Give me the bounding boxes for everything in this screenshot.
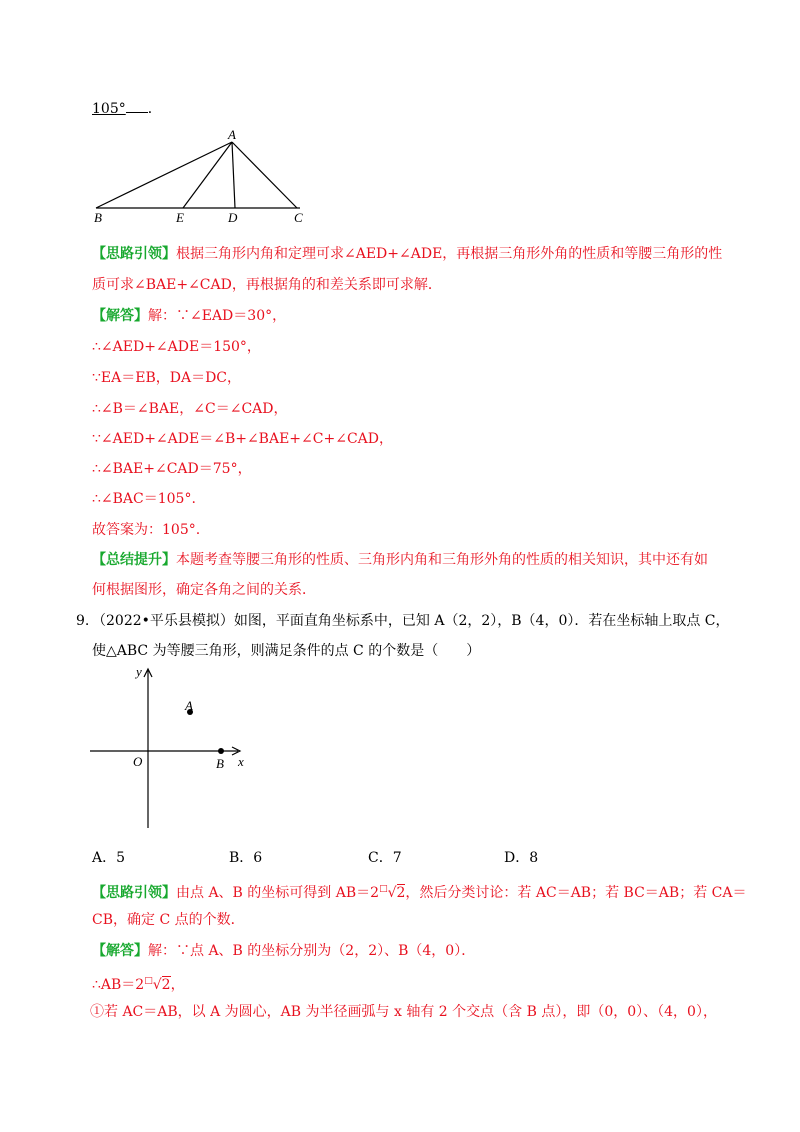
answer-tag: 【解答】 (92, 308, 148, 324)
question-9-line-2: 使△ABC 为等腰三角形，则满足条件的点 C 的个数是（ ） (92, 643, 481, 659)
label-b: B (94, 210, 102, 224)
step-4: ∵∠AED+∠ADE＝∠B+∠BAE+∠C+∠CAD， (92, 431, 393, 447)
q9-answer-line-1 (92, 941, 475, 961)
root-index-mark-2: □ (144, 976, 153, 986)
top-answer-value: 105° (92, 101, 126, 117)
hint-tag: 【思路引领】 (92, 246, 176, 262)
q9-answer-root: 2 (161, 977, 171, 993)
option-a: A．5 (92, 850, 126, 866)
label-origin: O (133, 754, 143, 769)
q9-answer-text-2a: ∴AB＝2 (92, 977, 145, 993)
hint-text-1: 根据三角形内角和定理可求∠AED+∠ADE，再根据三角形外角的性质和等腰三角形的性 (176, 246, 723, 262)
label-e: E (176, 210, 184, 224)
q9-answer-tag: 【解答】 (92, 943, 148, 959)
q9-case-1 (90, 1002, 717, 1022)
case-1-marker: ① (90, 1004, 104, 1020)
q9-hint-line-2: CB，确定 C 点的个数． (92, 912, 245, 928)
option-c: C．7 (368, 850, 402, 866)
coordinate-figure (88, 660, 268, 832)
q9-hint-text-b: ，然后分类讨论：若 AC＝AB；若 BC＝AB；若 CA＝ (405, 885, 747, 901)
option-b: B．6 (229, 850, 263, 866)
summary-text-1: 本题考查等腰三角形的性质、三角形内角和三角形外角的性质的相关知识，其中还有如 (176, 552, 708, 568)
question-9-line-1: （2022•平乐县模拟）如图，平面直角坐标系中，已知 A（2，2），B（4，0）．若在坐标轴上取点 C， (92, 613, 730, 629)
q9-answer-line-2 (92, 971, 185, 995)
summary-tag: 【总结提升】 (92, 552, 176, 568)
root-index-mark: □ (379, 884, 388, 894)
label-point-b: B (216, 756, 224, 771)
step-1: ∴∠AED+∠ADE＝150°， (92, 339, 261, 355)
segment-ac (232, 142, 297, 208)
label-a: A (228, 128, 236, 142)
q9-hint-root: 2 (396, 885, 406, 901)
top-answer-suffix: ． (147, 101, 162, 117)
sqrt-symbol: √ (387, 885, 397, 901)
final-answer: 故答案为：105°. (92, 522, 201, 538)
label-d: D (228, 210, 238, 224)
answer-first: 解：∵∠EAD＝30°， (148, 308, 287, 324)
segment-ab (96, 142, 232, 208)
step-5: ∴∠BAE+∠CAD＝75°， (92, 461, 252, 477)
q9-hint-line-1 (92, 879, 746, 903)
step-2: ∵EA＝EB，DA＝DC， (92, 370, 242, 386)
option-d: D．8 (504, 850, 539, 866)
step-3: ∴∠B＝∠BAE，∠C＝∠CAD， (92, 401, 288, 417)
question-9-number: 9. (76, 613, 90, 629)
q9-answer-text-1: 解：∵点 A、B 的坐标分别为（2，2）、B（4，0）． (148, 943, 476, 959)
segment-ae (183, 142, 232, 208)
hint-line-2: 质可求∠BAE+∠CAD，再根据角的和差关系即可求解． (92, 277, 442, 293)
hint-line-1 (92, 244, 722, 264)
label-x: x (238, 754, 244, 769)
sqrt-symbol-2: √ (152, 977, 162, 993)
answer-line-1 (92, 306, 286, 326)
top-answer (92, 98, 162, 119)
summary-line-1 (92, 550, 708, 570)
label-c: C (294, 210, 303, 224)
case-1-text: 若 AC＝AB，以 A 为圆心，AB 为半径画弧与 x 轴有 2 个交点（含 B 点），即（0，0）、（4，0）， (104, 1004, 717, 1020)
step-6: ∴∠BAC＝105°. (92, 491, 196, 507)
q9-answer-text-2b: ， (170, 977, 185, 993)
q9-hint-text-a: 由点 A、B 的坐标可得到 AB＝2 (176, 885, 380, 901)
label-y: y (136, 664, 142, 679)
segment-ad (232, 142, 235, 208)
label-point-a: A (185, 698, 193, 713)
point-b (218, 748, 224, 754)
triangle-figure (88, 128, 318, 224)
summary-line-2: 何根据图形，确定各角之间的关系． (92, 582, 316, 598)
q9-hint-tag: 【思路引领】 (92, 885, 176, 901)
